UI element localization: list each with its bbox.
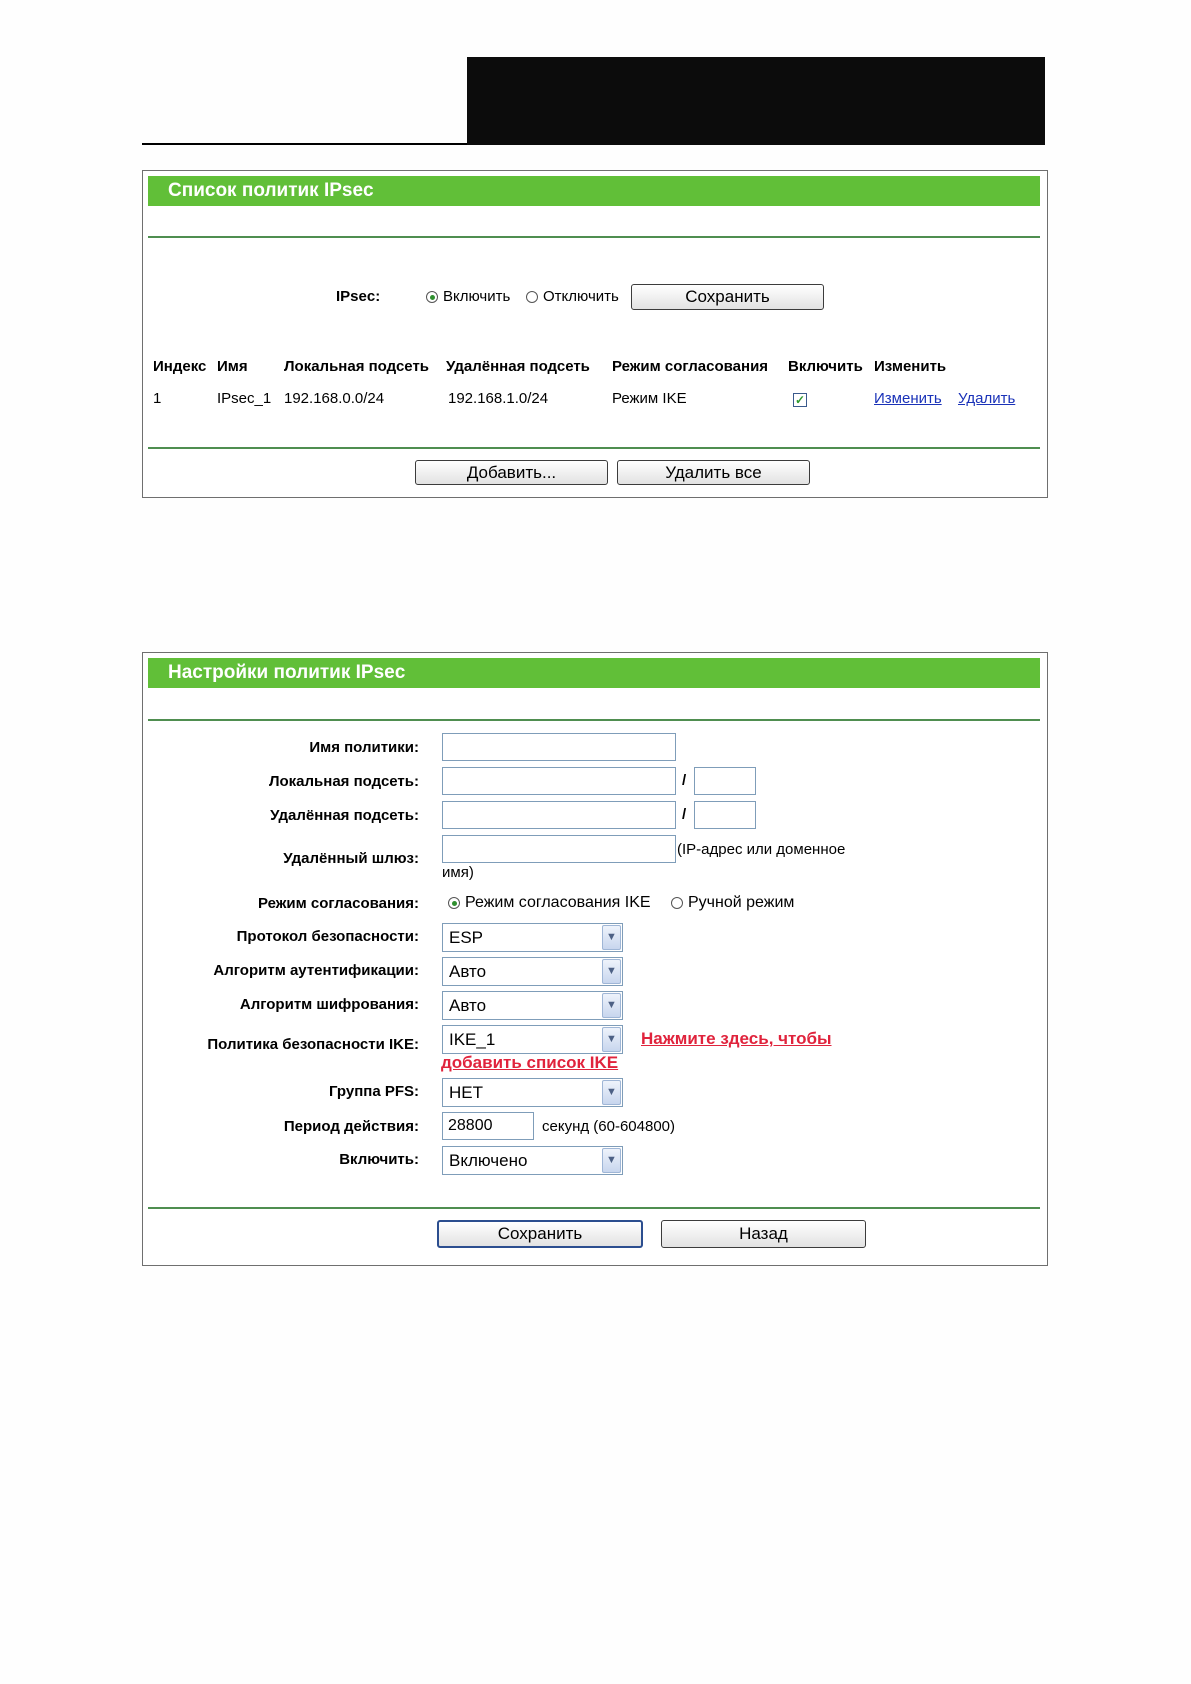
ike-policy-label: Политика безопасности IKE: <box>207 1036 419 1053</box>
divider <box>148 719 1040 721</box>
selected-value: Авто <box>449 962 487 981</box>
ike-policy-select[interactable] <box>442 1025 623 1054</box>
header-bar <box>467 57 1045 145</box>
gateway-hint: (IP-адрес или доменное <box>677 841 846 858</box>
lifetime-unit: секунд (60-604800) <box>542 1118 676 1135</box>
chevron-down-icon[interactable]: ▼ <box>602 925 621 950</box>
chevron-down-icon[interactable]: ▼ <box>602 1148 621 1173</box>
negotiation-ike-label[interactable]: Режим согласования IKE <box>465 894 651 911</box>
slash: / <box>682 772 687 789</box>
enable-label: Включить: <box>339 1151 419 1168</box>
local-subnet-label: Локальная подсеть: <box>268 773 419 790</box>
local-mask-input[interactable] <box>694 767 756 795</box>
remote-gateway-input[interactable] <box>442 835 676 863</box>
selected-value: Включено <box>449 1151 528 1170</box>
ipsec-enable-radio[interactable] <box>426 291 438 303</box>
header-rule <box>142 143 467 145</box>
row-mode: Режим IKE <box>612 390 687 407</box>
encryption-algorithm-label: Алгоритм шифрования: <box>239 996 419 1013</box>
selected-value: ESP <box>449 928 484 947</box>
negotiation-mode-label: Режим согласования: <box>257 895 419 912</box>
row-enabled-checkbox[interactable]: ✓ <box>794 393 806 407</box>
chevron-down-icon[interactable]: ▼ <box>602 993 621 1018</box>
column-header-name: Имя <box>217 358 248 375</box>
add-ike-list-link-cont[interactable]: добавить список IKE <box>441 1053 619 1072</box>
selected-value: Авто <box>449 996 487 1015</box>
column-header-edit: Изменить <box>874 358 947 375</box>
local-subnet-input[interactable] <box>442 767 676 795</box>
chevron-down-icon[interactable]: ▼ <box>602 959 621 984</box>
security-protocol-select[interactable] <box>442 923 623 952</box>
row-local-subnet: 192.168.0.0/24 <box>284 390 385 407</box>
column-header-mode: Режим согласования <box>612 358 769 375</box>
ipsec-list-panel <box>142 170 1048 498</box>
ipsec-disable-label[interactable]: Отключить <box>543 288 619 305</box>
lifetime-input[interactable] <box>442 1112 534 1140</box>
column-header-remote-subnet: Удалённая подсеть <box>446 358 590 375</box>
save-button[interactable]: Сохранить <box>437 1220 643 1248</box>
security-protocol-label: Протокол безопасности: <box>236 928 419 945</box>
ipsec-label: IPsec: <box>336 288 381 305</box>
encryption-algorithm-select[interactable] <box>442 991 623 1020</box>
negotiation-manual-label[interactable]: Ручной режим <box>688 894 795 911</box>
negotiation-manual-radio[interactable] <box>671 897 683 909</box>
remote-gateway-label: Удалённый шлюз: <box>283 850 419 867</box>
negotiation-ike-radio[interactable] <box>448 897 460 909</box>
pfs-group-label: Группа PFS: <box>328 1083 419 1100</box>
column-header-enable: Включить <box>788 358 863 375</box>
lifetime-label: Период действия: <box>283 1118 419 1135</box>
add-ike-list-link[interactable]: Нажмите здесь, чтобы <box>641 1029 832 1048</box>
delete-all-button[interactable]: Удалить все <box>617 460 810 485</box>
column-header-local-subnet: Локальная подсеть <box>284 358 430 375</box>
row-remote-subnet: 192.168.1.0/24 <box>448 390 549 407</box>
auth-algorithm-select[interactable] <box>442 957 623 986</box>
add-button[interactable]: Добавить... <box>415 460 608 485</box>
row-index: 1 <box>153 390 162 407</box>
ipsec-settings-panel <box>142 652 1048 1266</box>
slash: / <box>682 806 687 823</box>
row-edit-link[interactable]: Изменить <box>874 390 942 407</box>
chevron-down-icon[interactable]: ▼ <box>602 1080 621 1105</box>
divider <box>148 1207 1040 1209</box>
panel-title: Список политик IPsec <box>148 176 1040 206</box>
divider <box>148 447 1040 449</box>
auth-algorithm-label: Алгоритм аутентификации: <box>213 962 419 979</box>
chevron-down-icon[interactable]: ▼ <box>602 1027 621 1052</box>
column-header-index: Индекс <box>153 358 207 375</box>
remote-subnet-input[interactable] <box>442 801 676 829</box>
enable-select[interactable] <box>442 1146 623 1175</box>
remote-mask-input[interactable] <box>694 801 756 829</box>
policy-name-label: Имя политики: <box>309 739 419 756</box>
row-delete-link[interactable]: Удалить <box>958 390 1016 407</box>
policy-name-input[interactable] <box>442 733 676 761</box>
ipsec-disable-radio[interactable] <box>526 291 538 303</box>
pfs-group-select[interactable] <box>442 1078 623 1107</box>
divider <box>148 236 1040 238</box>
ipsec-enable-label[interactable]: Включить <box>443 288 511 305</box>
gateway-hint-cont: имя) <box>442 864 474 881</box>
row-name: IPsec_1 <box>217 390 272 407</box>
remote-subnet-label: Удалённая подсеть: <box>270 807 419 824</box>
panel-title: Настройки политик IPsec <box>148 658 1040 688</box>
back-button[interactable]: Назад <box>661 1220 866 1248</box>
selected-value: НЕТ <box>449 1083 483 1102</box>
selected-value: IKE_1 <box>449 1030 496 1049</box>
save-button[interactable]: Сохранить <box>631 284 824 310</box>
